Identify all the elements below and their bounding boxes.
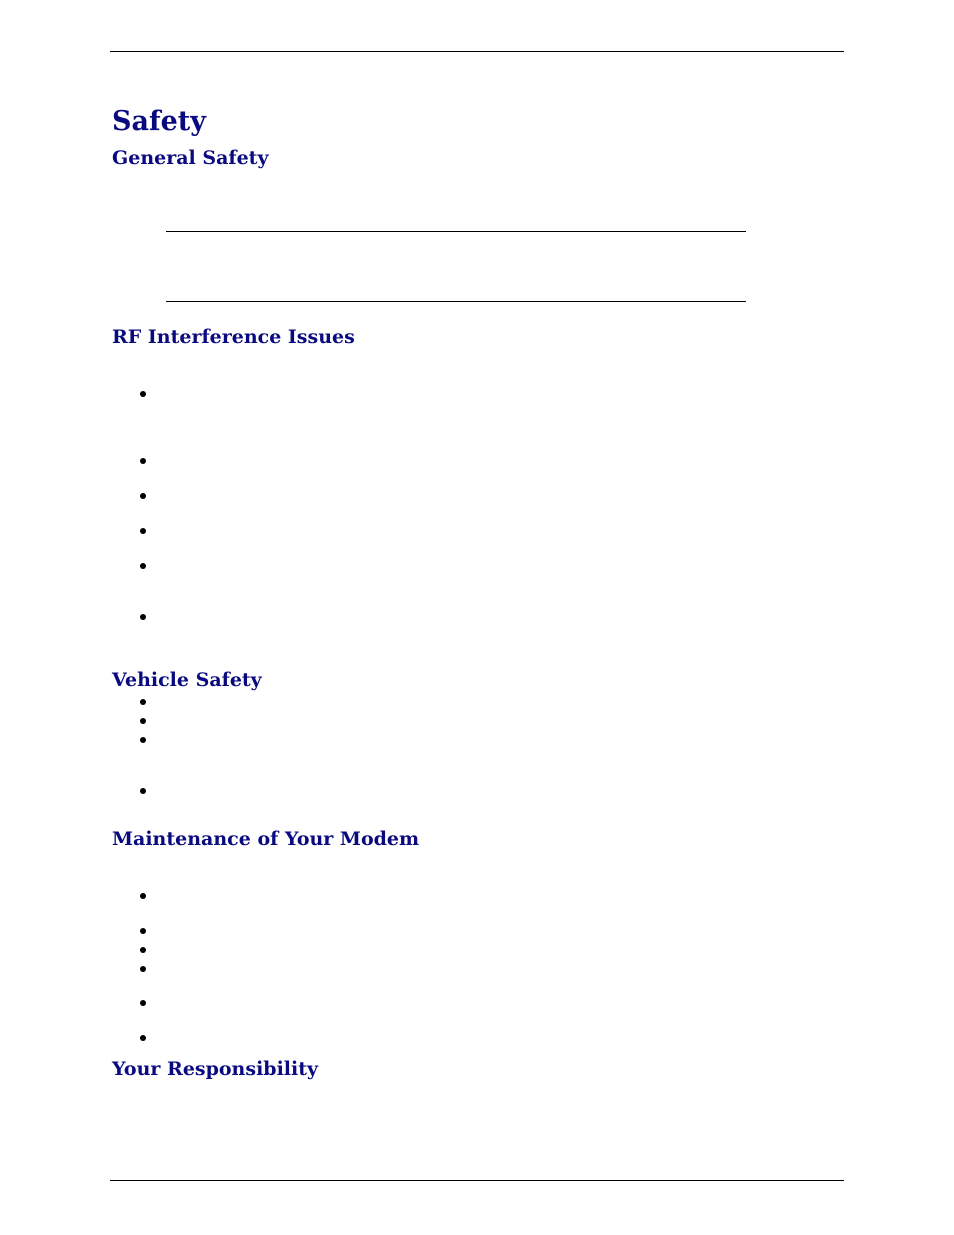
section-heading-general-safety: General Safety bbox=[112, 147, 269, 169]
section-heading-maintenance: Maintenance of Your Modem bbox=[112, 828, 420, 850]
list-bullet bbox=[140, 458, 146, 464]
list-bullet bbox=[140, 493, 146, 499]
list-bullet bbox=[140, 928, 146, 934]
list-bullet bbox=[140, 947, 146, 953]
section-heading-your-responsibility: Your Responsibility bbox=[112, 1058, 319, 1080]
list-bullet bbox=[140, 563, 146, 569]
footer-rule bbox=[110, 1180, 844, 1181]
list-bullet bbox=[140, 1000, 146, 1006]
list-bullet bbox=[140, 893, 146, 899]
section-heading-rf-interference: RF Interference Issues bbox=[112, 326, 355, 348]
list-bullet bbox=[140, 737, 146, 743]
header-rule bbox=[110, 51, 844, 52]
list-bullet bbox=[140, 788, 146, 794]
list-bullet bbox=[140, 391, 146, 397]
page-title: Safety bbox=[112, 106, 206, 137]
note-top-rule bbox=[166, 231, 746, 232]
list-bullet bbox=[140, 718, 146, 724]
list-bullet bbox=[140, 966, 146, 972]
list-bullet bbox=[140, 699, 146, 705]
note-bottom-rule bbox=[166, 301, 746, 302]
list-bullet bbox=[140, 1035, 146, 1041]
list-bullet bbox=[140, 614, 146, 620]
list-bullet bbox=[140, 528, 146, 534]
section-heading-vehicle-safety: Vehicle Safety bbox=[112, 669, 262, 691]
